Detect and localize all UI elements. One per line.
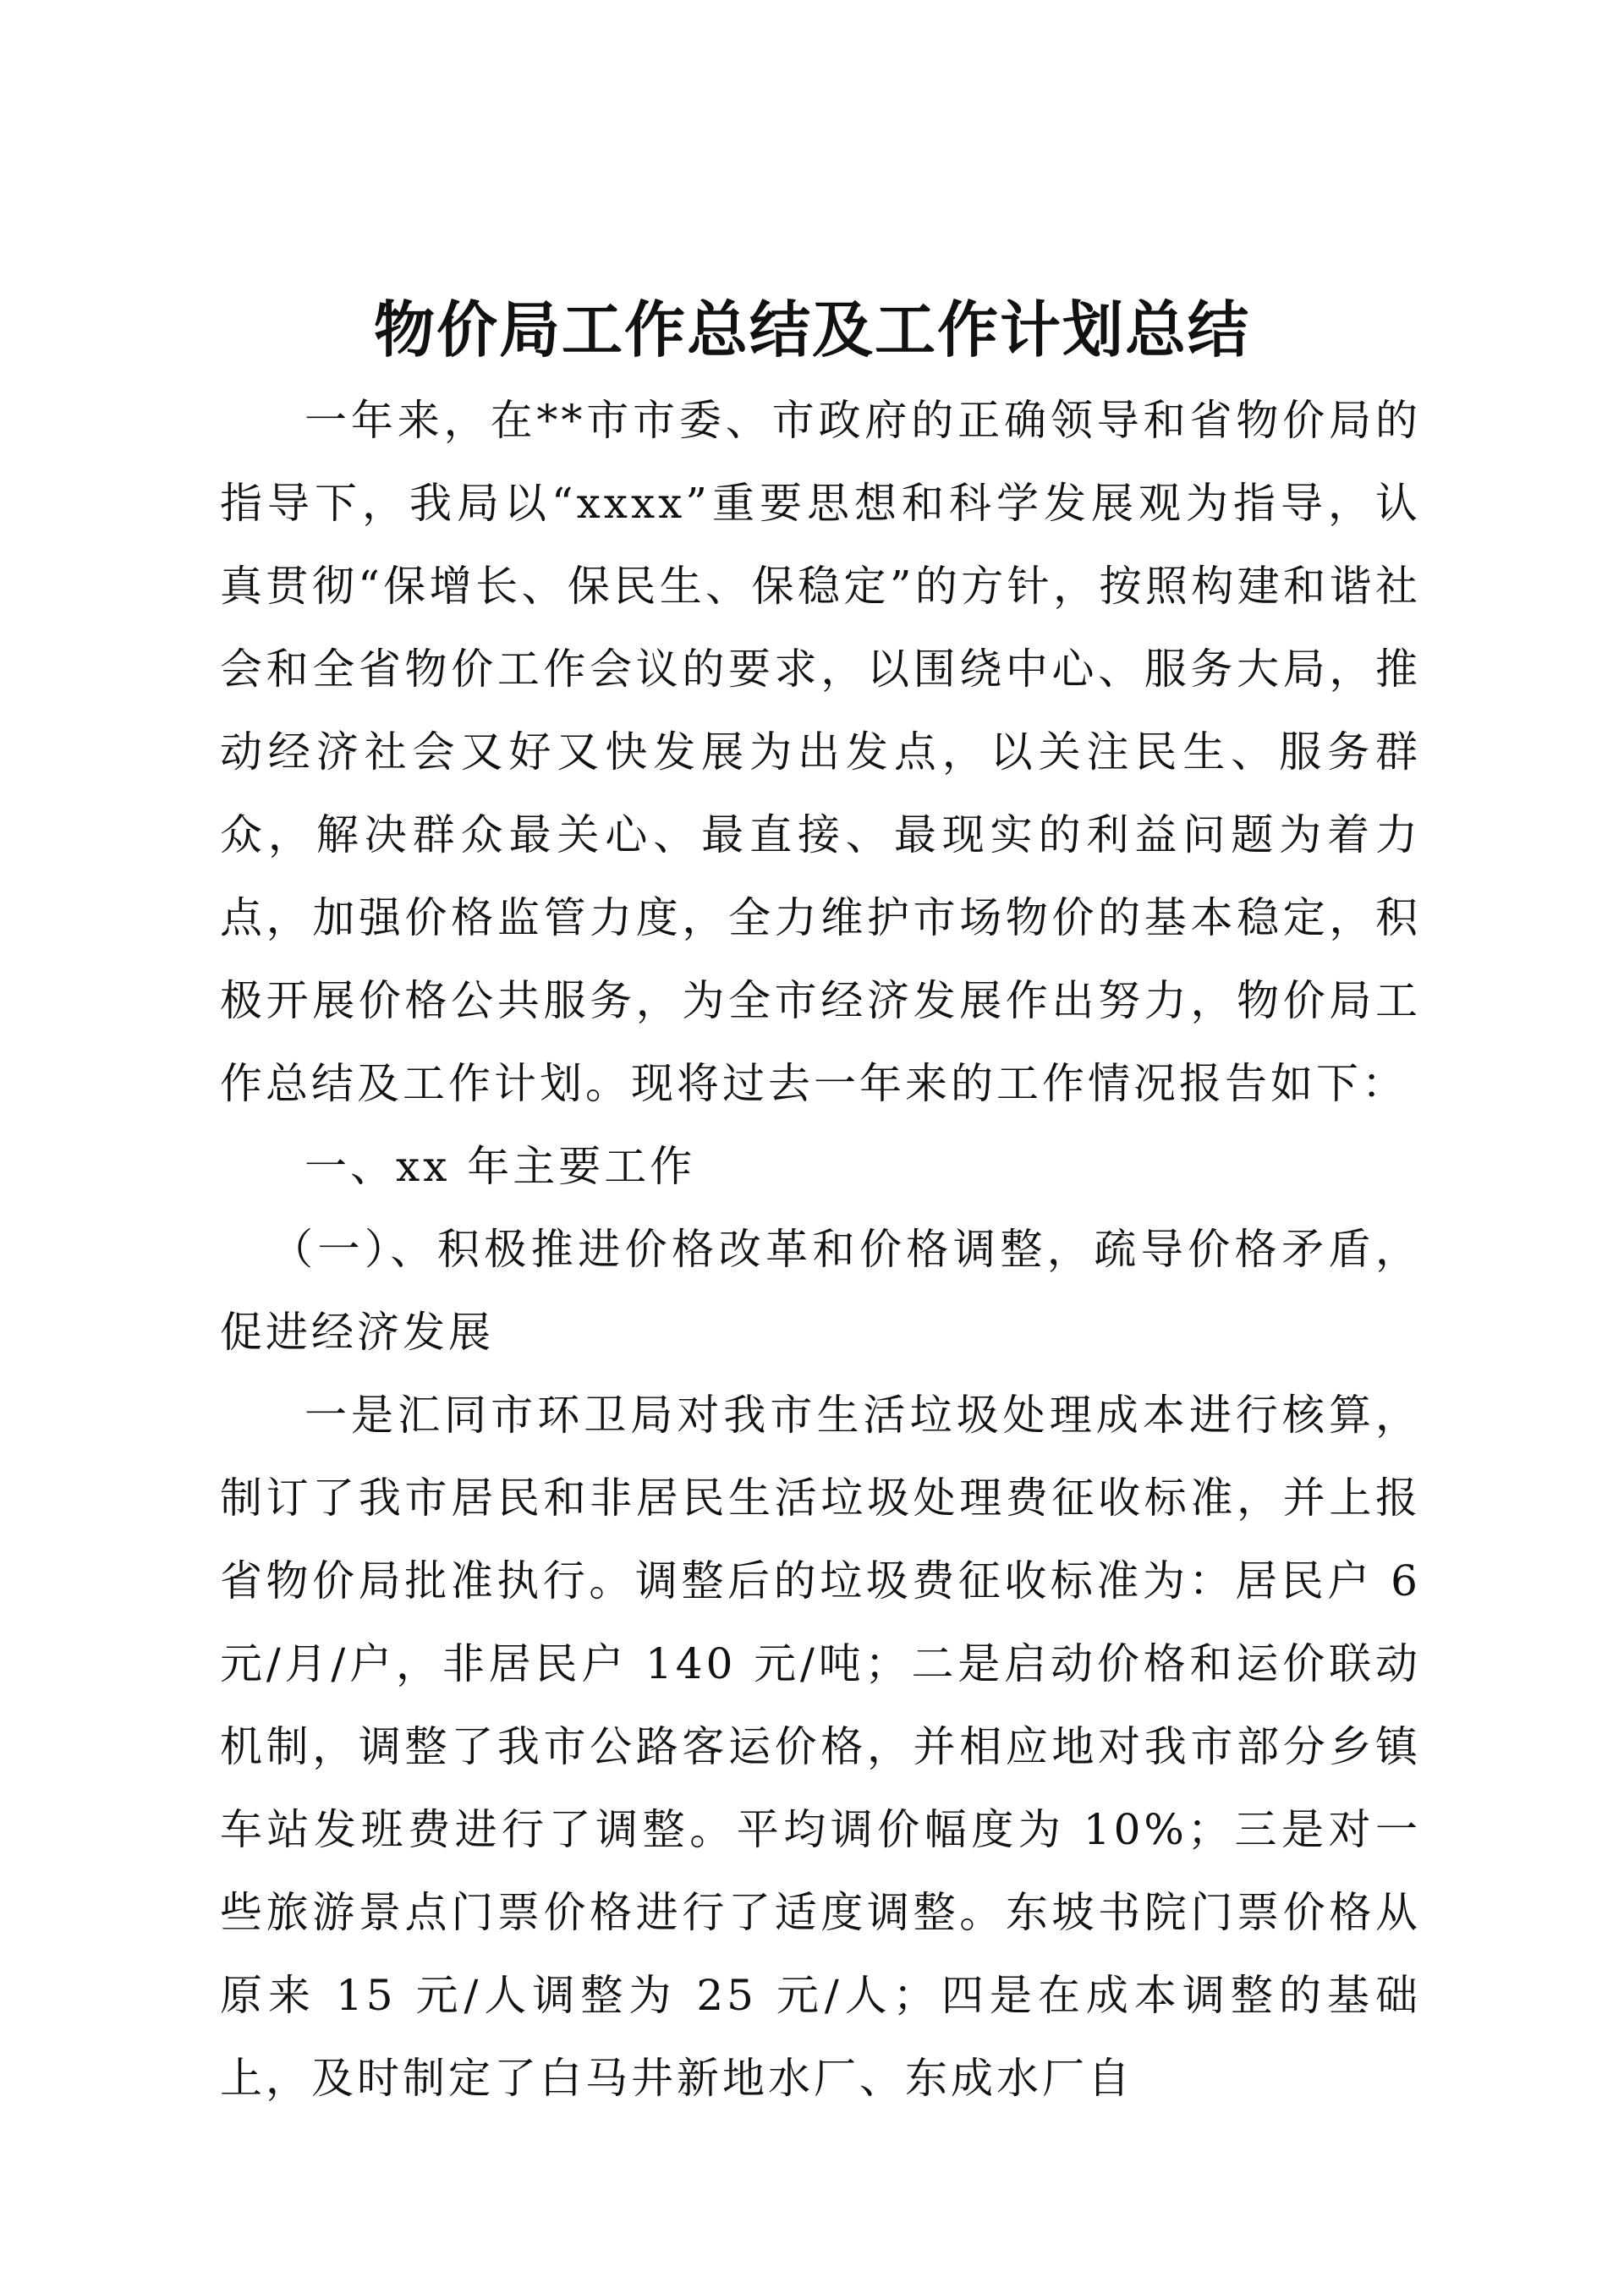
section-heading: 一、xx 年主要工作 [304, 1142, 696, 1191]
document-title: 物价局工作总结及工作计划总结 [373, 294, 1250, 365]
document-body [220, 379, 1421, 2120]
body-paragraph: 一是汇同市环卫局对我市生活垃圾处理成本进行核算，制订了我市居民和非居民生活垃圾处理费征收标准，并上报省物价局批准执行。调整后的垃圾费征收标准为：居民户 6 元/月/户，非居民户 140 元/吨；二是启动价格和运价联动机制，调整了我市公路客运价格，并相应地对我市部分乡镇车站发班费进行了调整。平均调价幅度为 10%；三是对一些旅游景点门票价格进行了适度调整。东坡书院门票价格从原来 15 元/人调整为 25 元/人；四是在成本调整的基础上，及时制定了白马井新地水厂、东成水厂自 [220, 1391, 1421, 2103]
subsection-heading: （一）、积极推进价格改革和价格调整，疏导价格矛盾，促进经济发展 [220, 1225, 1421, 1357]
intro-paragraph: 一年来，在**市市委、市政府的正确领导和省物价局的指导下，我局以“xxxx”重要思想和科学发展观为指导，认真贯彻“保增长、保民生、保稳定”的方针，按照构建和谐社会和全省物价工作会议的要求，以围绕中心、服务大局，推动经济社会又好又快发展为出发点，以关注民生、服务群众，解决群众最关心、最直接、最现实的利益问题为着力点，加强价格监管力度，全力维护市场物价的基本稳定，积极开展价格公共服务，为全市经济发展作出努力，物价局工作总结及工作计划。现将过去一年来的工作情况报告如下： [220, 396, 1421, 1108]
